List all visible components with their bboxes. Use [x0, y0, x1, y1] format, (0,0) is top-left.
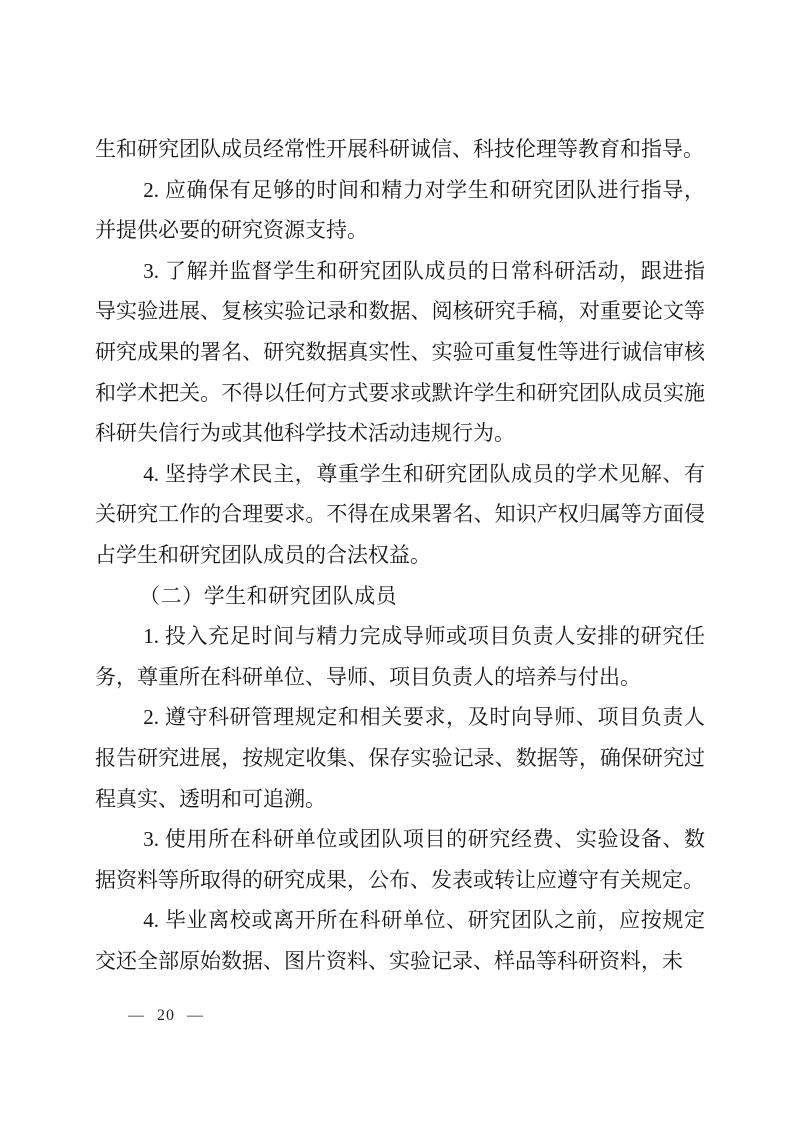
body-paragraph: 2. 遵守科研管理规定和相关要求，及时向导师、项目负责人报告研究进展，按规定收集、保存实验记录、数据等，确保研究过程真实、透明和可追溯。 — [95, 705, 705, 811]
body-paragraph: 3. 使用所在科研单位或团队项目的研究经费、实验设备、数据资料等所取得的研究成果，公布、发表或转让应遵守有关规定。 — [95, 827, 705, 892]
body-paragraph: 1. 投入充足时间与精力完成导师或项目负责人安排的研究任务，尊重所在科研单位、导师、项目负责人的培养与付出。 — [95, 624, 705, 689]
body-paragraph-truncated: 4. 毕业离校或离开所在科研单位、研究团队之前，应按规定交还全部原始数据、图片资料、实验记录、样品等科研资料，未 — [95, 908, 705, 973]
section-heading: （二）学生和研究团队成员 — [139, 583, 398, 608]
body-paragraph: 4. 坚持学术民主，尊重学生和研究团队成员的学术见解、有关研究工作的合理要求。不得在成果署名、知识产权归属等方面侵占学生和研究团队成员的合法权益。 — [95, 461, 705, 567]
body-paragraph: 3. 了解并监督学生和研究团队成员的日常科研活动，跟进指导实验进展、复核实验记录和数据、阅核研究手稿，对重要论文等研究成果的署名、研究数据真实性、实验可重复性等进行诚信审核和学术把关。不得以任何方式要求或默许学生和研究团队成员实施科研失信行为或其他科学技术活动违规行为。 — [95, 258, 705, 446]
body-paragraph-continuation: 生和研究团队成员经常性开展科研诚信、科技伦理等教育和指导。 — [95, 137, 704, 161]
body-paragraph: 2. 应确保有足够的时间和精力对学生和研究团队进行指导，并提供必要的研究资源支持。 — [95, 177, 705, 243]
document-body — [95, 129, 705, 981]
page-number: — 20 — — [128, 1007, 204, 1024]
